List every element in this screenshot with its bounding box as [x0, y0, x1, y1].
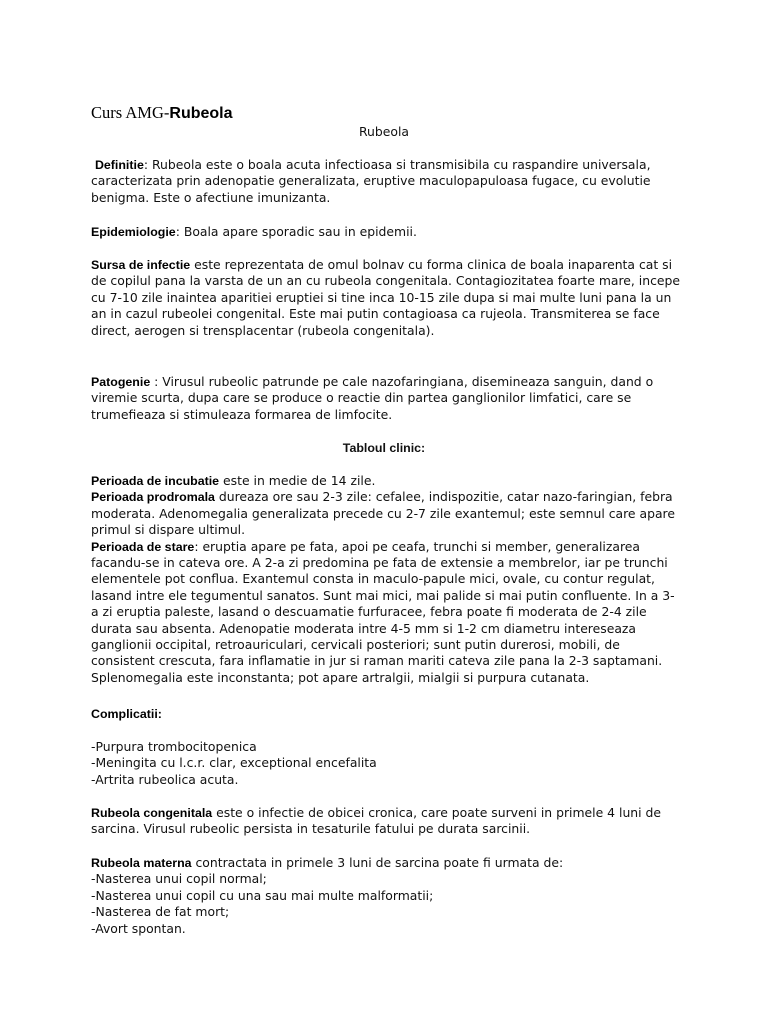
incubatie-text: este in medie de 14 zile. — [219, 473, 376, 488]
list-item: -Avort spontan. — [91, 920, 186, 936]
patogenie-paragraph — [91, 374, 681, 423]
perioade-paragraph — [91, 473, 681, 686]
epidemiologie-term: Epidemiologie — [91, 225, 176, 239]
stare-text: eruptia apare pe fata, apoi pe ceafa, trunchi si member, generalizarea facandu-se in cateva ore. A 2-a zi predomina pe fata de extensie a membrelor, iar pe trunchi elementele pot conflua. Exantemul consta in maculo-papule mici, ovale, cu contur regulat, lasand intre ele tegumentul sanatos. Sunt mai mici, mai palide si mai putin confluente. In a 3-a zi eruptia paleste, lasand o descuamatie furfuracee, febra poate fi moderata de 2-4 zile durata sau absenta. Adenopatie moderata intre 4-5 mm si 1-2 cm diametru intereseaza ganglionii occipital, retroauriculari, cervicali posteriori; sunt putin durerosi, mobili, de consistent crescuta, fara inflamatie in jur si raman mariti cateva zile pana la 2-3 saptamani. Splenomegalia este inconstanta; pot apare artralgii, mialgii si purpura cutanata. — [91, 538, 675, 685]
incubatie-line — [91, 473, 681, 489]
sursa-text: este reprezentata de omul bolnav cu forma clinica de boala inaparenta cat si de copilul pana la varsta de un an cu rubeola congenitala. Contagiozitatea foarte mare, incepe cu 7-10 zile inaintea aparitiei eruptiei si tine inca 10-15 zile dupa si mai multe luni pana la un an in cazul rubeolei congenital. Este mai putin contagioasa ca rujeola. Transmiterea se face direct, aerogen si trensplacentar (rubeola congenitala). — [91, 257, 681, 338]
list-item: -Meningita cu l.c.r. clar, exceptional encefalita — [91, 755, 377, 771]
congenitala-paragraph — [91, 805, 681, 838]
congenitala-text: este o infectie de obicei cronica, care poate surveni in primele 4 luni de sarcina. Virusul rubeolic persista in tesaturile fatului pe durata sarcinii. — [91, 805, 662, 837]
epidemiologie-paragraph — [91, 224, 681, 240]
incubatie-term: Perioada de incubatie — [91, 474, 220, 488]
stare-paragraph — [91, 539, 681, 687]
title-prefix: Curs AMG- — [91, 103, 170, 122]
definitie-paragraph — [91, 157, 681, 206]
sursa-term: Sursa de infectie — [91, 258, 191, 272]
definitie-text: Rubeola este o boala acuta infectioasa si transmisibila cu raspandire universala, caracterizata prin adenopatie generalizata, eruptive maculopapuloasa fugace, cu evolutie benigma. Este o afectiune imunizanta. — [91, 157, 651, 205]
page-subtitle: Rubeola — [358, 124, 409, 139]
materna-paragraph — [91, 855, 681, 937]
definitie-sep: : — [143, 157, 152, 172]
epidemiologie-sep: : — [175, 224, 184, 239]
title-bold: Rubeola — [169, 105, 233, 122]
patogenie-term: Patogenie — [91, 375, 151, 389]
tablou-clinic-heading: Tabloul clinic: — [342, 441, 426, 455]
list-item: -Nasterea de fat mort; — [91, 904, 230, 920]
list-item: -Nasterea unui copil cu una sau mai multe malformatii; — [91, 887, 434, 903]
patogenie-sep: : — [150, 374, 163, 389]
complicatii-heading: Complicatii: — [91, 707, 162, 721]
complicatii-list — [91, 739, 681, 788]
stare-term: Perioada de stare — [91, 539, 195, 554]
definitie-term: Definitie — [94, 158, 144, 172]
list-item: -Purpura trombocitopenica — [91, 739, 257, 754]
congenitala-term: Rubeola congenitala — [91, 806, 213, 820]
epidemiologie-text: Boala apare sporadic sau in epidemii. — [183, 224, 417, 239]
list-item: -Artrita rubeolica acuta. — [91, 771, 239, 787]
list-item: -Nasterea unui copil normal; — [91, 871, 267, 887]
materna-text: contractata in primele 3 luni de sarcina poate fi urmata de: — [191, 855, 564, 870]
prodromala-term: Perioada prodromala — [91, 490, 215, 505]
document-title — [91, 103, 233, 124]
prodromala-text: dureaza ore sau 2-3 zile: cefalee, indispozitie, catar nazo-faringian, febra moderata. Adenomegalia generalizata precede cu 2-7 zile exantemul; este semnul care apare primul si dispare ultimul. — [91, 489, 675, 538]
stare-sep: : — [194, 538, 203, 554]
sursa-paragraph — [91, 257, 681, 339]
prodromala-paragraph — [91, 489, 681, 538]
materna-term: Rubeola materna — [91, 856, 192, 870]
patogenie-text: Virusul rubeolic patrunde pe cale nazofaringiana, disemineaza sanguin, dand o viremie scurta, dupa care se produce o reactie din partea ganglionilor limfatici, care se trumefieaza si stimuleaza formarea de limfocite. — [91, 374, 654, 422]
